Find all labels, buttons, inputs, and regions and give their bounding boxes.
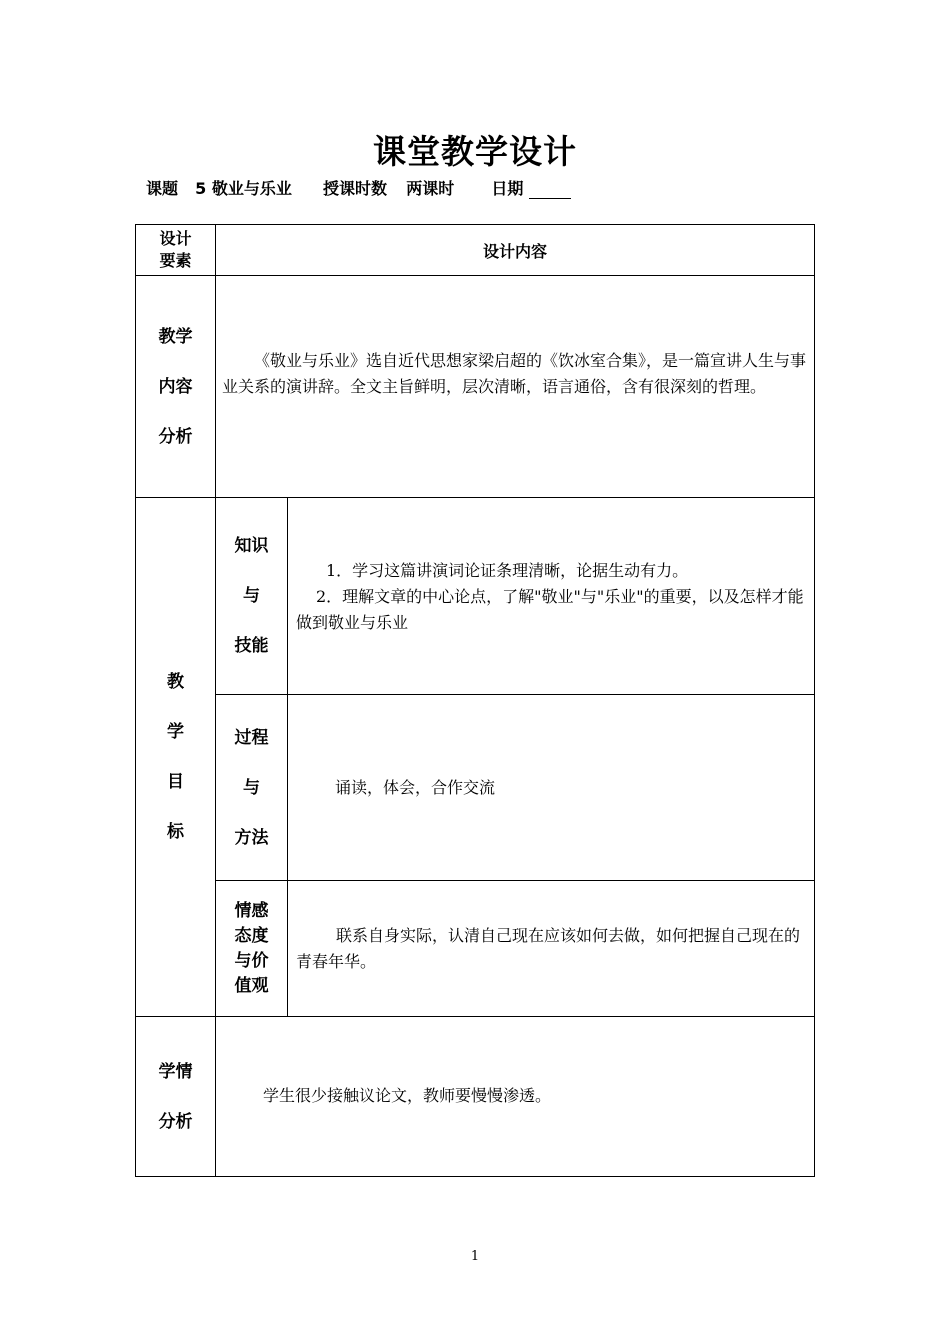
row-divider xyxy=(136,1016,814,1017)
process-label: 过程 与 方法 xyxy=(234,727,269,848)
header-elements: 设计 要素 xyxy=(159,229,192,270)
lesson-meta xyxy=(146,176,571,199)
knowledge-label: 知识 与 技能 xyxy=(234,536,269,656)
page-title: 课堂教学设计 xyxy=(373,132,577,171)
topic-value: 5 敬业与乐业 xyxy=(195,179,292,198)
knowledge-text: 1．学习这篇讲演词论证条理清晰，论据生动有力。 2．理解文章的中心论点，了解"敬业"与"乐业"的重要，以及怎样才能做到敬业与乐业 xyxy=(296,561,804,632)
objectives-label: 教 学 目 标 xyxy=(167,672,184,842)
student-analysis-text: 学生很少接触议论文，教师要慢慢渗透。 xyxy=(263,1086,552,1105)
content-analysis-label: 教学 内容 分析 xyxy=(158,326,193,447)
topic-label: 课题 xyxy=(146,179,179,198)
page-number: 1 xyxy=(470,1249,480,1264)
process-text: 诵读，体会，合作交流 xyxy=(335,778,496,797)
emotion-label: 情感 态度 与价 值观 xyxy=(234,900,269,996)
content-analysis-text: 《敬业与乐业》选自近代思想家梁启超的《饮冰室合集》，是一篇宣讲人生与事业关系的演讲辞。全文主旨鲜明，层次清晰，语言通俗，含有很深刻的哲理。 xyxy=(222,351,807,396)
subrow-divider xyxy=(215,880,814,881)
date-label: 日期 xyxy=(491,179,524,198)
date-blank xyxy=(529,182,571,199)
emotion-text: 联系自身实际，认清自己现在应该如何去做，如何把握自己现在的青春年华。 xyxy=(296,926,801,971)
student-analysis-label: 学情 分析 xyxy=(158,1061,193,1132)
row-divider xyxy=(136,275,814,276)
lesson-design-table xyxy=(135,224,815,1177)
header-content: 设计内容 xyxy=(482,241,547,261)
subrow-divider xyxy=(215,694,814,695)
hours-value: 两课时 xyxy=(406,179,455,198)
hours-label: 授课时数 xyxy=(323,179,388,198)
subcol-divider xyxy=(287,497,288,1016)
